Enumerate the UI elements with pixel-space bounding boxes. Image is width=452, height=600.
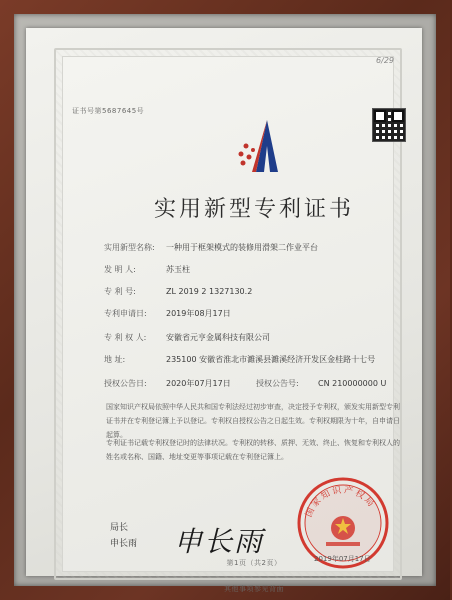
signature-label-name: 申长雨 xyxy=(110,539,138,549)
field-value: 235100 安徽省淮北市濉溪县濉溪经济开发区金桂路十七号 xyxy=(166,355,376,364)
field-label: 授权公告号: xyxy=(256,379,299,388)
field-value: 2020年07月17日 xyxy=(166,379,231,388)
field-address xyxy=(104,354,394,365)
director-signature: 申长雨 xyxy=(174,525,265,558)
handwritten-note: 6/29 xyxy=(376,56,394,65)
field-patentee xyxy=(104,332,270,343)
certificate-paper xyxy=(26,28,422,593)
field-label: 专利申请日: xyxy=(104,309,147,318)
field-utility-name xyxy=(104,242,318,253)
field-value: 一种用于框架模式的装修用滑架二作业平台 xyxy=(166,243,318,252)
field-grant-number xyxy=(256,378,386,389)
field-patent-number xyxy=(104,286,252,297)
seal-date: 2019年07月17日 xyxy=(314,555,371,563)
body-paragraph-1: 国家知识产权局依照中华人民共和国专利法经过初步审查，决定授予专利权，颁发实用新型专利证书并在专利登记簿上予以登记。专利权自授权公告之日起生效。专利权期限为十年，自申请日起算。 xyxy=(106,403,400,439)
field-value: 2019年08月17日 xyxy=(166,309,231,318)
field-label: 授权公告日: xyxy=(104,379,147,388)
body-paragraph-2: 专利证书记载专利权登记时的法律状况。专利权的转移、质押、无效、终止、恢复和专利权人的姓名或名称、国籍、地址变更等事项记载在专利登记簿上。 xyxy=(106,439,400,461)
footer-note: 其他事项参见背面 xyxy=(224,585,284,593)
field-label: 地 址: xyxy=(104,355,126,364)
certificate-title: 实用新型专利证书 xyxy=(153,197,354,222)
signature-label-director: 局长 xyxy=(110,523,129,533)
field-label: 专 利 权 人: xyxy=(104,333,147,342)
certificate-number: 证书号第5687645号 xyxy=(72,107,145,115)
field-value: 苏玉柱 xyxy=(166,265,190,274)
field-label: 发 明 人: xyxy=(104,265,136,274)
field-value: 安徽省元亨金属科技有限公司 xyxy=(166,333,270,342)
field-inventor xyxy=(104,264,190,275)
field-label: 实用新型名称: xyxy=(104,243,155,252)
field-application-date xyxy=(104,308,231,319)
field-grant-date xyxy=(104,378,231,389)
certificate-border xyxy=(54,48,402,593)
cnipa-logo-icon xyxy=(232,116,302,176)
field-value: ZL 2019 2 1327130.2 xyxy=(166,287,253,296)
svg-text:国家知识产权局: 国家知识产权局 xyxy=(304,485,377,519)
page-indicator: 第1页（共2页） xyxy=(226,559,282,567)
qr-code-icon xyxy=(372,108,406,142)
field-label: 专 利 号: xyxy=(104,287,136,296)
field-value: CN 210000000 U xyxy=(318,379,387,388)
